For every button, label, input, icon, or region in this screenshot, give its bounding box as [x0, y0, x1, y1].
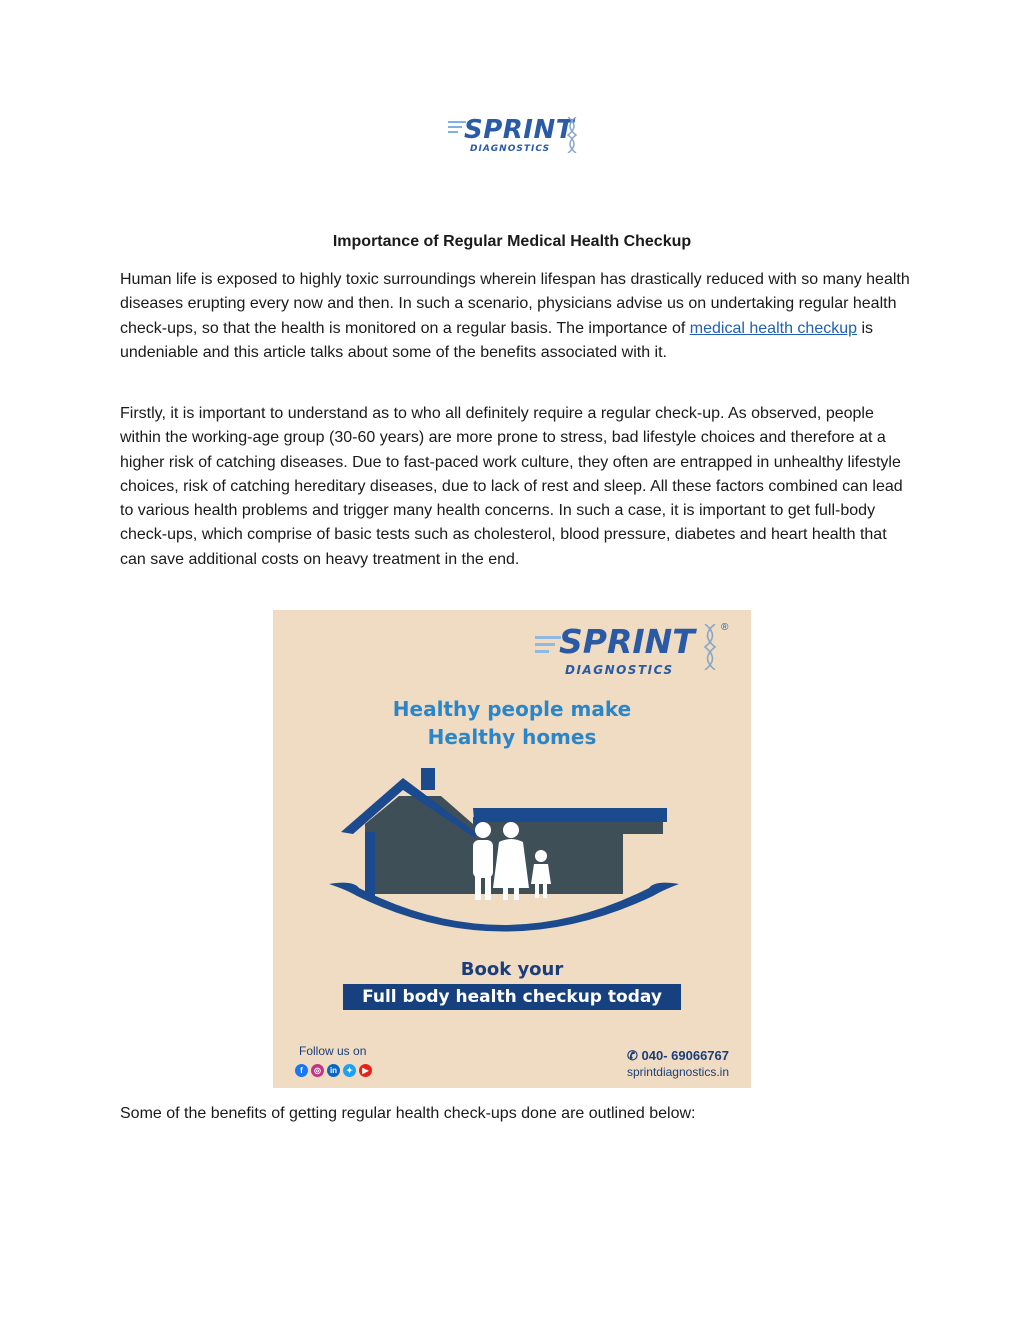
brand-logo — [448, 113, 578, 159]
poster-book-text: Book your — [460, 959, 564, 980]
facebook-icon: f — [295, 1064, 308, 1077]
logo-wordmark: SPRINT — [464, 115, 574, 145]
promo-poster — [273, 610, 751, 1088]
family-house-icon — [323, 762, 703, 942]
registered-mark: ® — [721, 622, 729, 633]
follow-us-label: Follow us on — [299, 1044, 367, 1058]
youtube-icon: ▶ — [359, 1064, 372, 1077]
poster-logo-subtitle: DIAGNOSTICS — [565, 663, 674, 677]
dna-icon — [703, 624, 717, 670]
poster-website: sprintdiagnostics.in — [626, 1065, 729, 1079]
poster-cta-banner: Full body health checkup today — [343, 984, 681, 1010]
intro-paragraph: Human life is exposed to highly toxic surroundings wherein lifespan has drastically reduced with so many health diseases erupting every now and then. In such a scenario, physicians advise us on undertaking regular health check-ups, so that the health is monitored on a regular basis. The importance of medical health checkup is undeniable and this article talks about some of the benefits associated with it. — [120, 271, 910, 361]
poster-phone: ✆ 040- 69066767 — [627, 1048, 729, 1063]
twitter-icon: ✦ — [343, 1064, 356, 1077]
benefits-intro-paragraph: Some of the benefits of getting regular health check-ups done are outlined below: — [120, 1105, 696, 1122]
poster-logo — [535, 622, 735, 682]
linkedin-icon: in — [327, 1064, 340, 1077]
medical-health-checkup-link[interactable]: medical health checkup — [689, 319, 858, 337]
dna-icon — [566, 117, 578, 153]
logo-subtitle: DIAGNOSTICS — [470, 144, 551, 154]
article-title: Importance of Regular Medical Health Checkup — [332, 233, 692, 250]
poster-logo-wordmark: SPRINT — [559, 622, 695, 661]
social-icons — [295, 1060, 375, 1078]
instagram-icon: ◎ — [311, 1064, 324, 1077]
poster-headline: Healthy people make Healthy homes — [392, 697, 632, 749]
phone-icon: ✆ — [627, 1048, 642, 1063]
working-age-paragraph: Firstly, it is important to understand as to who all definitely require a regular check-up. As observed, people within the working-age group (30-60 years) are more prone to stress, bad lifestyle choices and therefore at a higher risk of catching diseases. Due to fast-paced work culture, they often are entrapped in unhealthy lifestyle choices, risk of catching hereditary diseases, due to lack of rest and sleep. All these factors combined can lead to various health problems and trigger many health concerns. In such a case, it is important to get full-body check-ups, which comprise of basic tests such as cholesterol, blood pressure, diabetes and heart health that can save additional costs on heavy treatment in the end. — [120, 405, 903, 568]
